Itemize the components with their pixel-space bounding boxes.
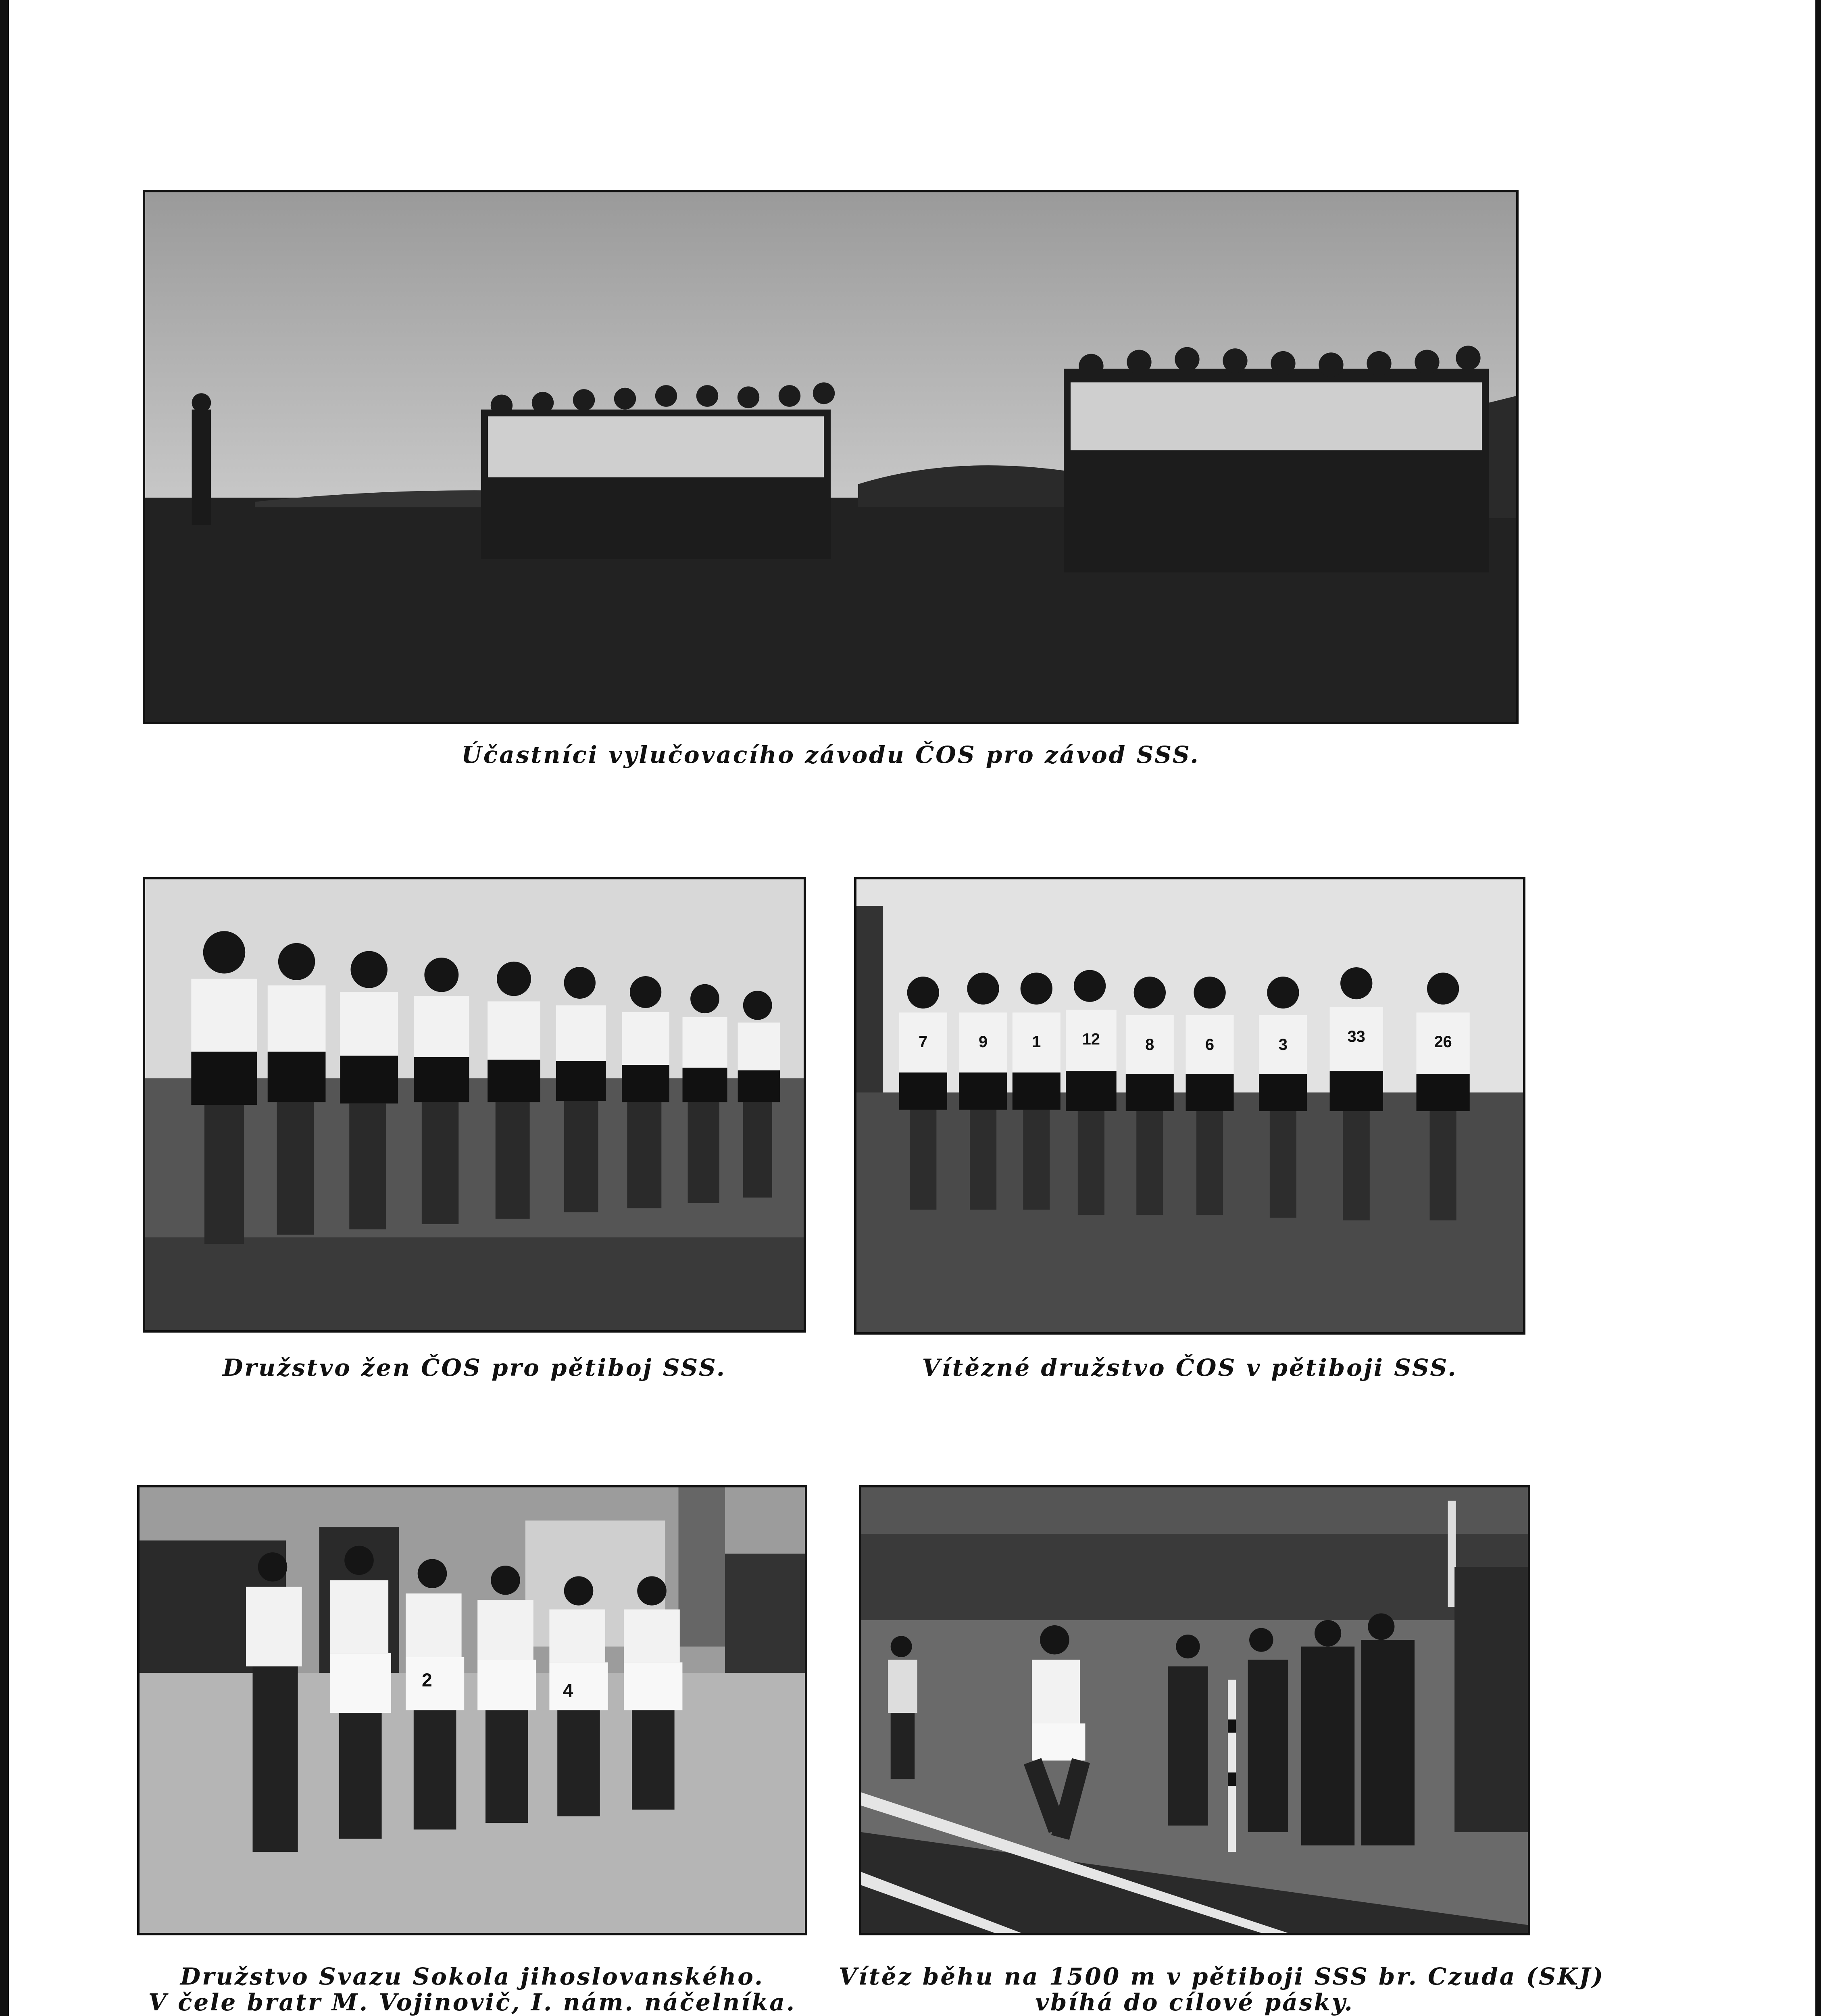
caption-winning-team xyxy=(854,1355,1525,1381)
caption-participants-line-up xyxy=(143,742,1519,768)
bib-number: 6 xyxy=(1205,1035,1215,1054)
bib-number: 12 xyxy=(1082,1030,1100,1048)
photo-winning-team xyxy=(854,877,1525,1335)
bib-number: 8 xyxy=(1145,1035,1154,1054)
photo-yugoslav-sokol-team xyxy=(137,1485,807,1935)
bib-number: 1 xyxy=(1032,1033,1041,1051)
bib-number: 2 xyxy=(421,1669,432,1691)
photo-womens-team xyxy=(143,877,806,1333)
bib-number: 3 xyxy=(1278,1035,1288,1054)
caption-yugoslav-sokol-team xyxy=(137,1964,807,2015)
caption-1500m-winner xyxy=(839,1963,1605,2016)
bib-number: 26 xyxy=(1434,1033,1452,1051)
caption-line: Vítěz běhu na 1500 m v pětiboji SSS br. Czuda (SKJ) xyxy=(839,1963,1605,1990)
caption-line: Družstvo žen ČOS pro pětiboj SSS. xyxy=(223,1354,726,1381)
bib-number: 7 xyxy=(919,1033,928,1051)
bib-number: 4 xyxy=(563,1680,573,1701)
caption-line: Družstvo Svazu Sokola jihoslovanského. xyxy=(180,1963,765,1990)
caption-line: Vítězné družstvo ČOS v pětiboji SSS. xyxy=(922,1354,1458,1381)
photo-1500m-winner xyxy=(859,1485,1530,1935)
caption-womens-team xyxy=(143,1355,806,1381)
bib-number: 9 xyxy=(979,1033,988,1051)
caption-line: vbíhá do cílové pásky. xyxy=(1035,1989,1354,2016)
caption-line: Účastníci vylučovacího závodu ČOS pro závod SSS. xyxy=(461,741,1200,768)
bib-number: 33 xyxy=(1347,1027,1365,1045)
caption-line: V čele bratr M. Vojinovič, I. nám. náčelníka. xyxy=(148,1989,796,2016)
photo-participants-line-up xyxy=(143,190,1519,724)
